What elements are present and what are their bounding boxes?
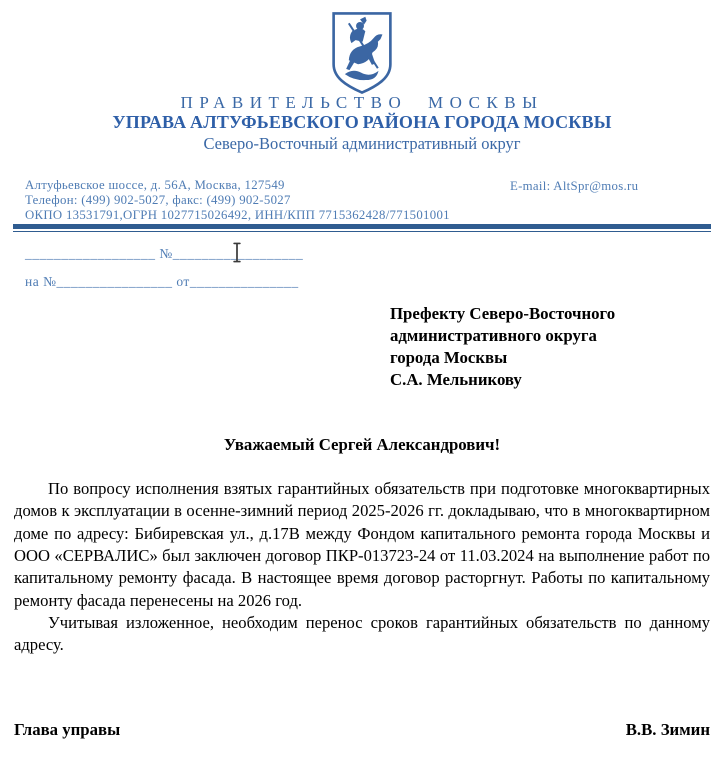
outgoing-number-line: __________________ №__________________ <box>25 246 304 261</box>
signer-title: Глава управы <box>14 720 121 739</box>
addressee-line: административного округа <box>390 326 597 345</box>
moscow-coat-of-arms-icon <box>329 10 395 96</box>
signature-row <box>14 720 710 740</box>
contact-address: Алтуфьевское шоссе, д. 56А, Москва, 127549 <box>25 178 285 192</box>
addressee-line: Префекту Северо-Восточного <box>390 304 616 323</box>
body-paragraph-2: Учитывая изложенное, необходим перенос сроков гарантийных обязательств по данному адресу. <box>14 613 710 655</box>
divider-thin-line <box>13 231 711 232</box>
body-paragraph-1: По вопросу исполнения взятых гарантийных обязательств при подготовке многоквартирных домов к эксплуатации в осенне-зимний период 2025-2026 гг. докладываю, что в многоквартирном доме по адресу: Бибиревская ул., д.17В между Фондом капитального ремонта города Москвы и ООО «СЕРВАЛИС» был заключен договор ПКР-013723-24 от 11.03.2024 на выполнение работ по капитальному ремонту фасада. В настоящее время договор расторгнут. Работы по капитальному ремонту фасада перенесены на 2026 год. <box>14 479 710 610</box>
government-title: ПРАВИТЕЛЬСТВО МОСКВЫ <box>180 93 544 112</box>
addressee-block <box>390 303 615 391</box>
salutation: Уважаемый Сергей Александрович! <box>223 435 501 454</box>
district-subtitle: Северо-Восточный административный округ <box>203 134 521 153</box>
contact-email: E-mail: AltSpr@mos.ru <box>510 179 639 193</box>
incoming-number-line: на №________________ от_______________ <box>25 274 299 289</box>
letter-body <box>14 478 710 657</box>
addressee-line: С.А. Мельникову <box>390 370 522 389</box>
contact-codes: ОКПО 13531791,ОГРН 1027715026492, ИНН/КПП 7715362428/771501001 <box>25 208 450 222</box>
contact-phone: Телефон: (499) 902-5027, факс: (499) 902-5027 <box>25 193 291 207</box>
contact-block <box>25 178 450 223</box>
department-title: УПРАВА АЛТУФЬЕВСКОГО РАЙОНА ГОРОДА МОСКВЫ <box>112 112 612 132</box>
addressee-line: города Москвы <box>390 348 508 367</box>
letterhead-divider <box>13 224 711 232</box>
signer-name: В.В. Зимин <box>625 720 710 739</box>
text-cursor-icon <box>231 242 243 263</box>
